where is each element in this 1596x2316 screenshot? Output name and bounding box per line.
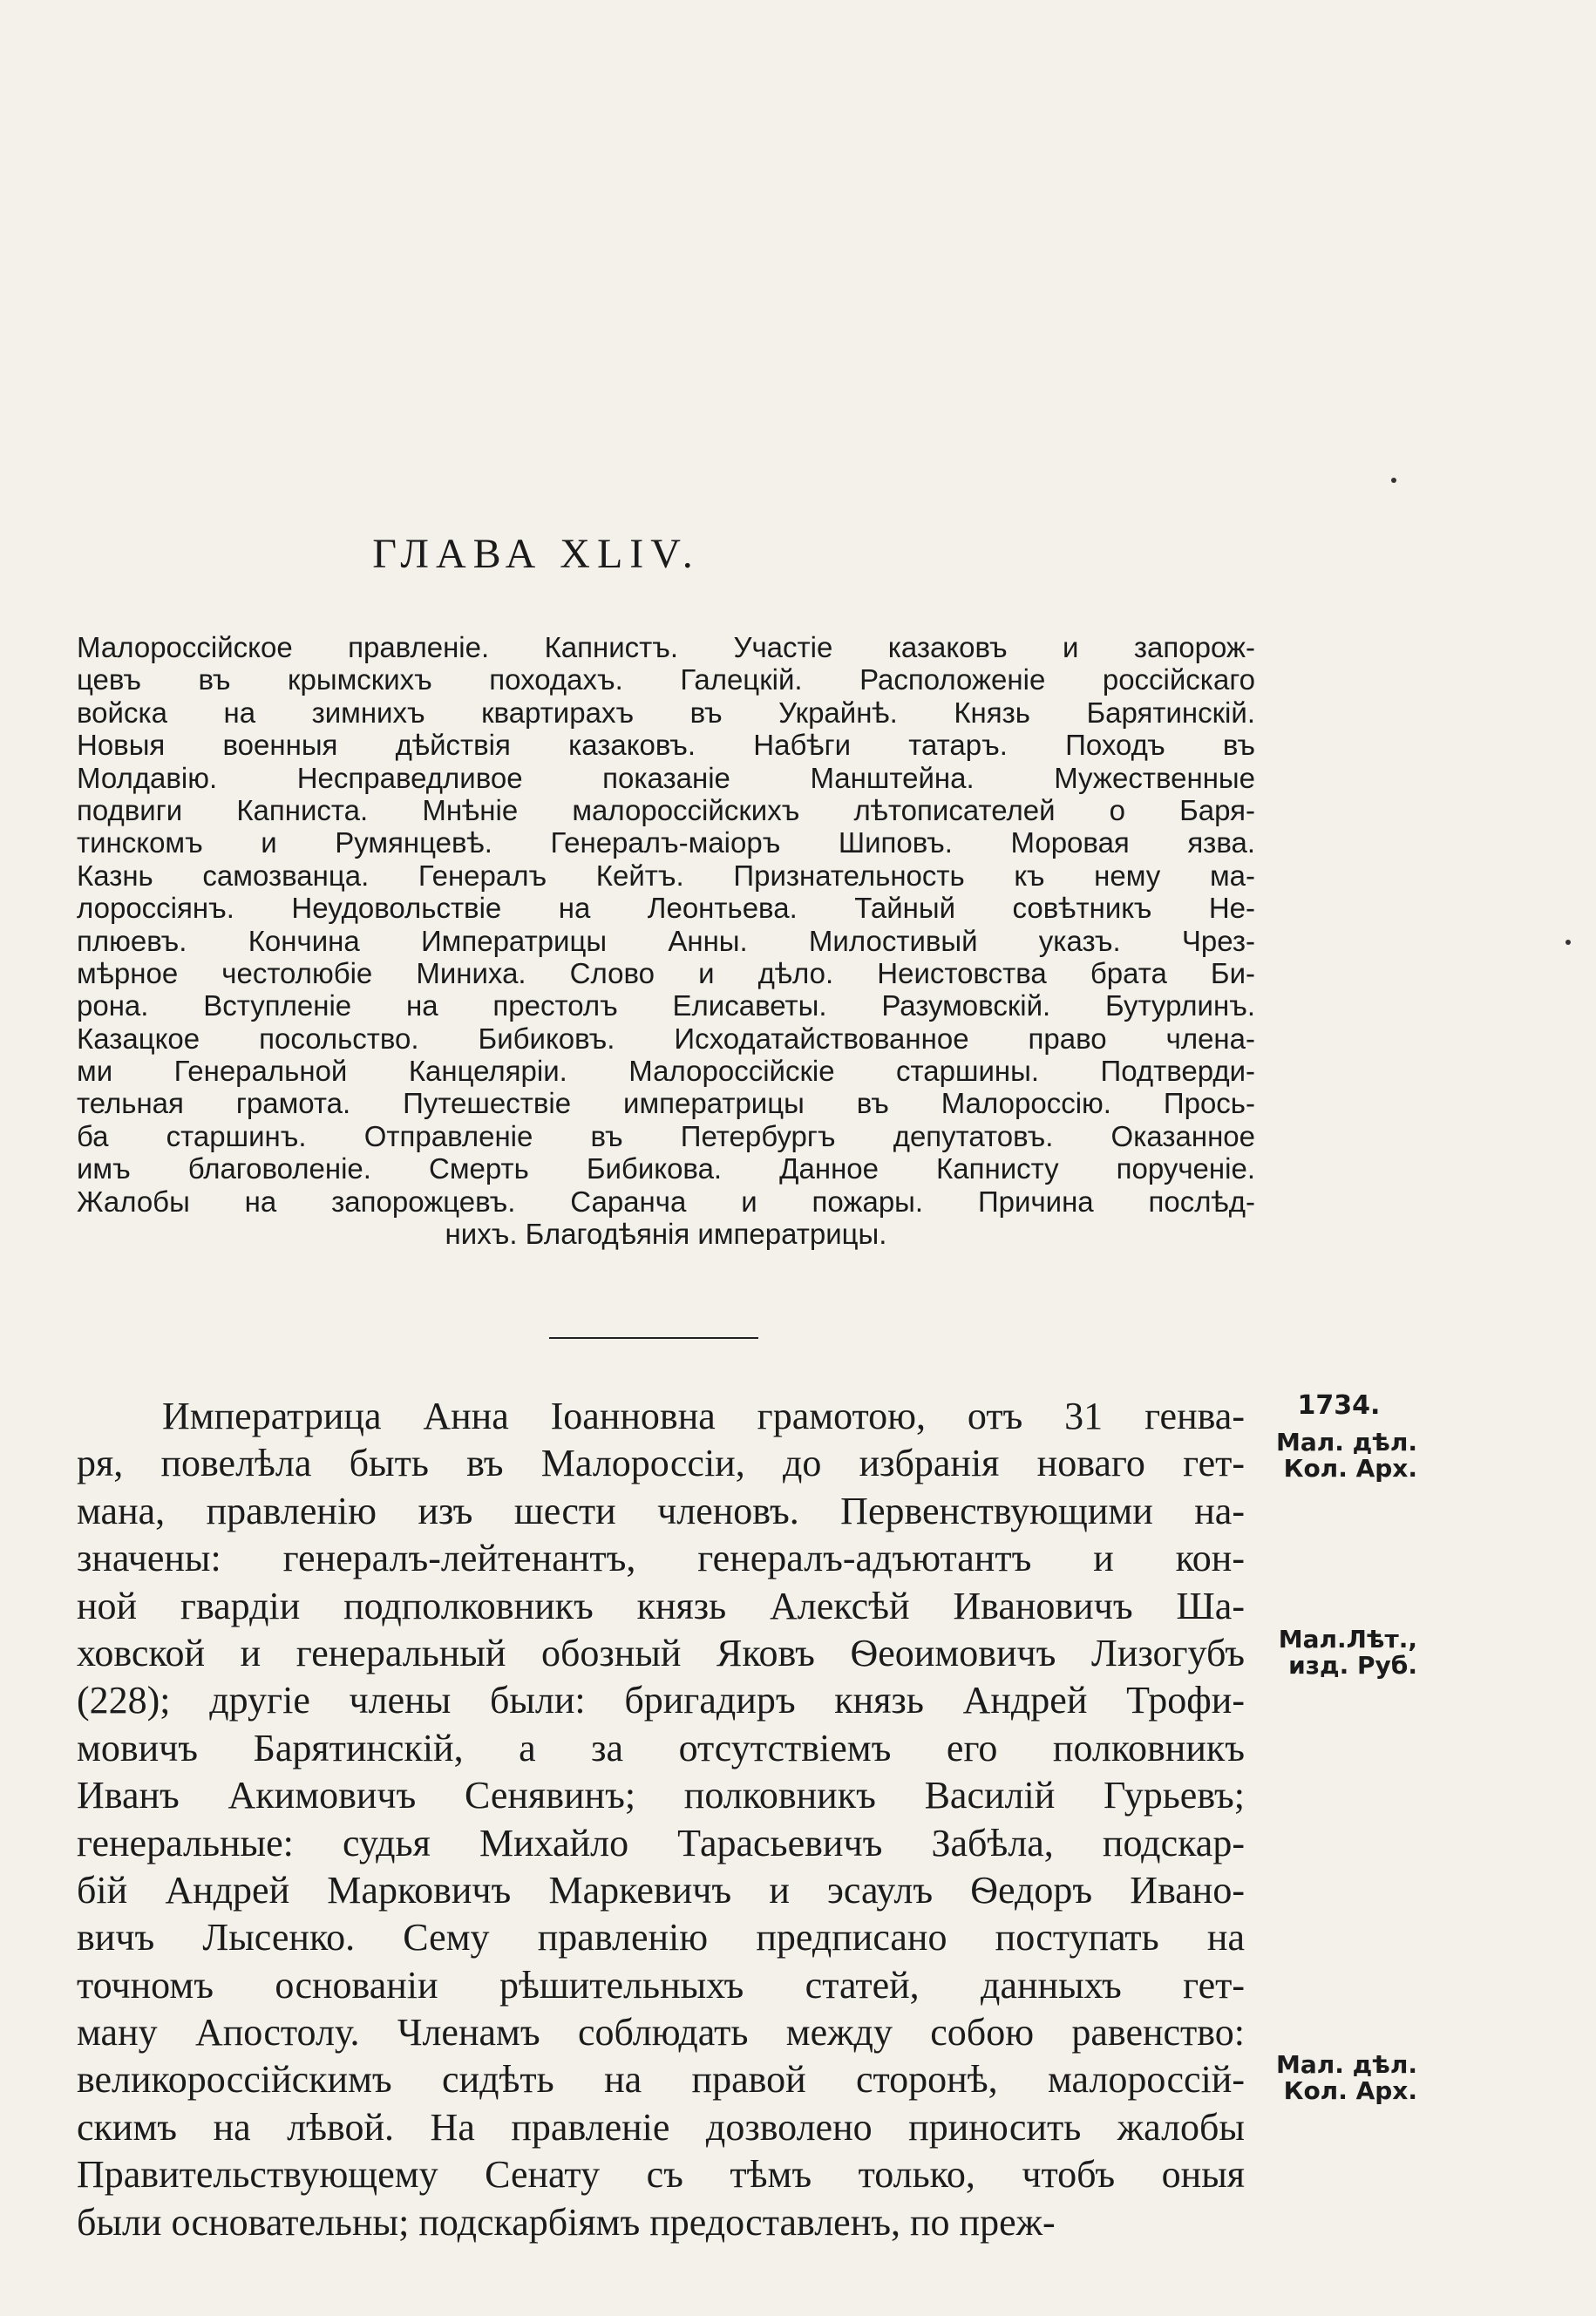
body-line: мана, правленію изъ шести членовъ. Первенствующими на- xyxy=(77,1489,1245,1532)
body-line: Иванъ Акимовичъ Сенявинъ; полковникъ Василій Гурьевъ; xyxy=(77,1774,1245,1817)
section-divider xyxy=(549,1337,758,1339)
summary-line: войска на зимнихъ квартирахъ въ Украйнѣ. Князь Барятинскій. xyxy=(77,696,1255,729)
margin-note-line: Мал.Лѣт., xyxy=(1278,1625,1417,1654)
body-line: точномъ основаніи рѣшительныхъ статей, данныхъ гет- xyxy=(77,1963,1245,2007)
body-line: вичъ Лысенко. Сему правленію предписано поступать на xyxy=(77,1916,1245,1959)
summary-line: тельная грамота. Путешествіе императрицы въ Малороссію. Прось- xyxy=(77,1087,1255,1120)
summary-line: Новыя военныя дѣйствія казаковъ. Набѣги татаръ. Походъ въ xyxy=(77,729,1255,762)
summary-line: нихъ. Благодѣянія императрицы. xyxy=(445,1218,887,1251)
summary-line: плюевъ. Кончина Императрицы Анны. Милостивый указъ. Чрез- xyxy=(77,924,1255,957)
margin-note-line: изд. Руб. xyxy=(1288,1651,1417,1680)
margin-note-source xyxy=(1243,2052,1417,2104)
margin-note-source xyxy=(1243,1627,1417,1679)
summary-line: Малороссійское правленіе. Капнистъ. Участіе казаковъ и запорож- xyxy=(77,631,1255,663)
summary-line: лороссіянъ. Неудовольствіе на Леонтьева. Тайный совѣтникъ Не- xyxy=(77,892,1255,925)
summary-line: Молдавію. Несправедливое показаніе Манштейна. Мужественные xyxy=(77,761,1255,794)
summary-line: рона. Вступленіе на престолъ Елисаветы. Разумовскій. Бутурлинъ. xyxy=(77,989,1255,1022)
margin-year: 1734. xyxy=(1297,1390,1381,1421)
margin-note-line: Кол. Арх. xyxy=(1283,2076,1417,2105)
body-line: ря, повелѣла быть въ Малороссіи, до избранія новаго гет- xyxy=(77,1442,1245,1485)
summary-line: тинскомъ и Румянцевѣ. Генералъ-маіоръ Шиповъ. Моровая язва. xyxy=(77,826,1255,859)
margin-note-line: Мал. дѣл. xyxy=(1275,2050,1417,2079)
summary-line: подвиги Капниста. Мнѣніе малороссійскихъ лѣтописателей о Баря- xyxy=(77,793,1255,826)
body-text xyxy=(77,1393,1245,2246)
summary-line: Казнь самозванца. Генералъ Кейтъ. Признательность къ нему ма- xyxy=(77,859,1255,892)
summary-line: ми Генеральной Канцеляріи. Малороссійскіе старшины. Подтверди- xyxy=(77,1055,1255,1088)
body-line: великороссійскимъ сидѣть на правой сторонѣ, малороссій- xyxy=(77,2058,1245,2102)
body-line: Правительствующему Сенату съ тѣмъ только, чтобъ оныя xyxy=(77,2153,1245,2197)
body-line: значены: генералъ-лейтенантъ, генералъ-адъютантъ и кон- xyxy=(77,1537,1245,1580)
summary-line: имъ благоволеніе. Смерть Бибикова. Данное Капнисту порученіе. xyxy=(77,1152,1255,1185)
body-line: мовичъ Барятинскій, а за отсутствіемъ его полковникъ xyxy=(77,1726,1245,1769)
margin-note-line: Мал. дѣл. xyxy=(1275,1428,1417,1457)
chapter-summary xyxy=(77,631,1255,1250)
body-line: генеральные: судья Михайло Тарасьевичъ Забѣла, подскар- xyxy=(77,1821,1245,1864)
chapter-title: ГЛАВА XLIV. xyxy=(372,531,700,577)
summary-line: цевъ въ крымскихъ походахъ. Галецкій. Расположеніе россійскаго xyxy=(77,663,1255,696)
body-line: бій Андрей Марковичъ Маркевичъ и эсаулъ Ѳедоръ Ивано- xyxy=(77,1868,1245,1912)
margin-note-line: Кол. Арх. xyxy=(1283,1454,1417,1483)
print-speck xyxy=(1565,940,1571,945)
body-line: (228); другіе члены были: бригадиръ князь Андрей Трофи- xyxy=(77,1679,1245,1722)
body-line: скимъ на лѣвой. На правленіе дозволено приносить жалобы xyxy=(77,2105,1245,2149)
body-line: ховской и генеральный обозный Яковъ Ѳеоимовичъ Лизогубъ xyxy=(77,1631,1245,1674)
body-line: Императрица Анна Іоанновна грамотою, отъ 31 генва- xyxy=(162,1395,1245,1437)
body-line: ману Апостолу. Членамъ соблюдать между собою равенство: xyxy=(77,2011,1245,2055)
print-speck xyxy=(1391,478,1396,483)
body-line: ной гвардіи подполковникъ князь Алексѣй Ивановичъ Ша- xyxy=(77,1584,1245,1627)
margin-note-source xyxy=(1243,1430,1417,1482)
summary-line: Казацкое посольство. Бибиковъ. Исходатайствованное право члена- xyxy=(77,1022,1255,1055)
summary-line: Жалобы на запорожцевъ. Саранча и пожары. Причина послѣд- xyxy=(77,1185,1255,1218)
body-line: были основательны; подскарбіямъ предоставленъ, по преж- xyxy=(77,2200,1056,2244)
summary-line: мѣрное честолюбіе Миниха. Слово и дѣло. Неистовства брата Би- xyxy=(77,956,1255,989)
summary-line: ба старшинъ. Отправленіе въ Петербургъ депутатовъ. Оказанное xyxy=(77,1119,1255,1152)
